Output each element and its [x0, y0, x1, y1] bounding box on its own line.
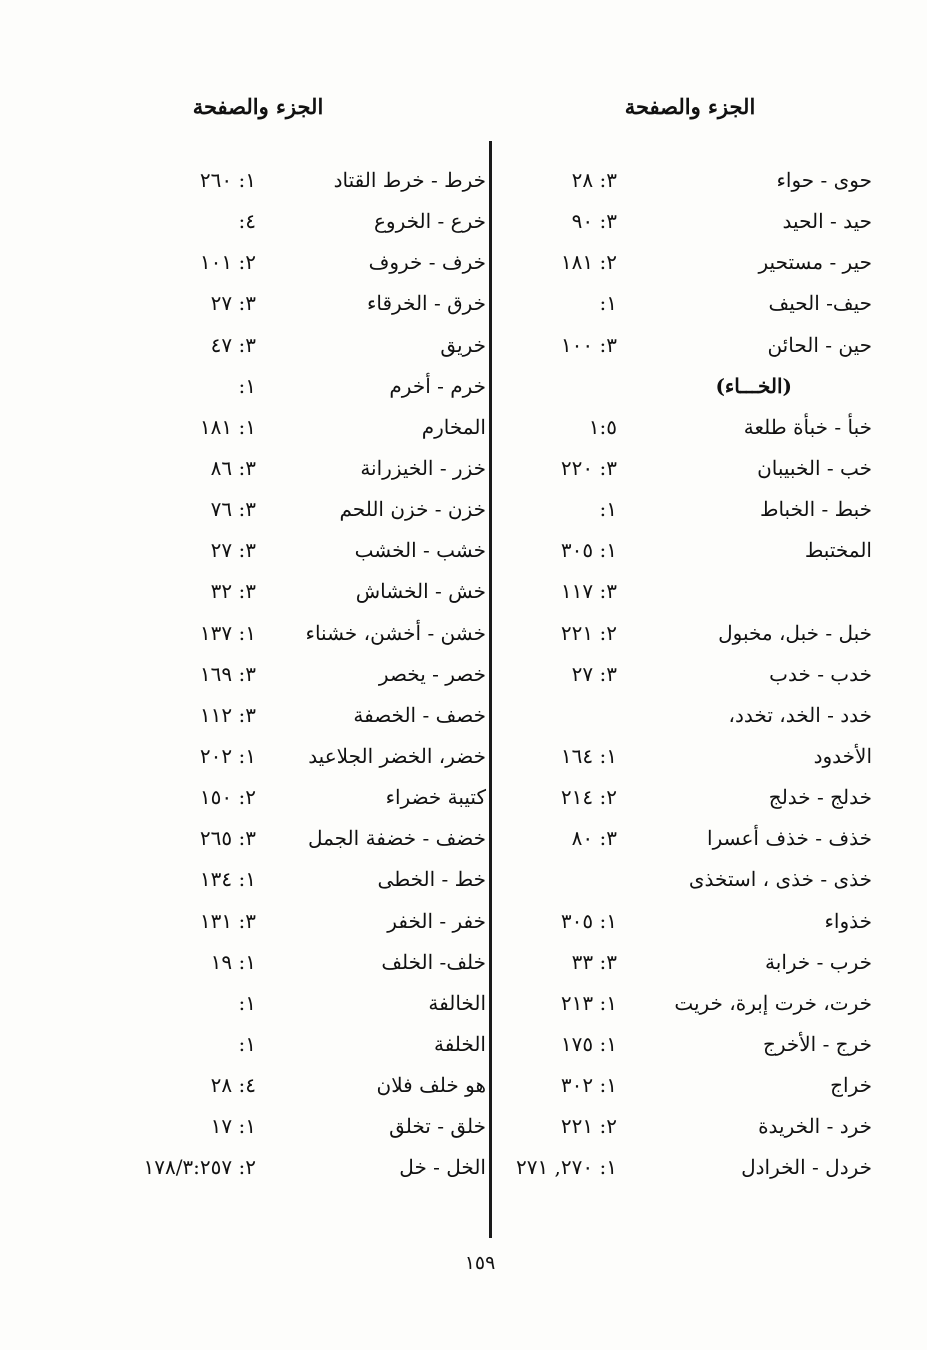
index-entry-row [500, 654, 872, 695]
volume-page-ref: ٢: ١٥٠ [199, 785, 256, 810]
index-term: خراج [830, 1073, 872, 1098]
index-term: كتيبة خضراء [385, 785, 486, 810]
index-entry-row [500, 407, 872, 448]
index-entry-row [96, 818, 486, 859]
section-heading-row [500, 366, 872, 407]
volume-page-ref: ٢: ٢٢١ [560, 620, 617, 645]
index-entry-row [500, 736, 872, 777]
index-entry-row [96, 695, 486, 736]
volume-page-ref: ١: ٢٦٠ [199, 168, 256, 192]
index-entry-row [500, 695, 872, 736]
index-term: خبط - الخباط [759, 497, 872, 522]
volume-page-ref: ١: [599, 497, 617, 522]
volume-page-ref: ٣: ٣٣ [571, 949, 617, 974]
index-entry-row [500, 530, 872, 571]
index-term: حين - الحائن [767, 332, 872, 357]
volume-page-ref: ١: ١٣٤ [199, 867, 256, 892]
volume-page-ref: ١: ١٦٤ [560, 743, 617, 768]
index-term: خدلج - خدلج [768, 785, 872, 810]
index-entry-row [96, 901, 486, 942]
index-term: حيف- الحيف [768, 291, 872, 316]
volume-page-ref: ١: ١٨١ [199, 414, 256, 439]
index-entry-row [96, 1065, 486, 1106]
volume-page-ref: ٣: ١٠٠ [560, 332, 617, 357]
volume-page-ref: ٣: ٢٧ [571, 661, 617, 686]
volume-page-ref: ٣: ٨٦ [210, 455, 256, 480]
volume-page-ref: ٢: ١٧٨/٣:٢٥٧ [143, 1155, 256, 1180]
index-entry-row [96, 859, 486, 900]
volume-page-ref: ٢: ١٨١ [560, 250, 617, 275]
index-entry-row [96, 777, 486, 818]
volume-page-ref: ١: [599, 291, 617, 316]
volume-page-ref: ١: ١٧٥ [560, 1031, 617, 1056]
index-term: خبل - خبل، مخبول [718, 620, 872, 645]
index-term: خشن - أخشن، خشناء [305, 620, 486, 645]
index-term: حيد - الحيد [782, 209, 872, 234]
volume-page-ref: ١: [238, 990, 256, 1015]
volume-page-ref: ١: ١٩ [210, 949, 256, 974]
index-entry-row [96, 942, 486, 983]
index-entry-row [500, 571, 872, 612]
volume-page-ref: ٣: ٢٧ [210, 291, 256, 316]
volume-page-ref: ١: [238, 373, 256, 398]
index-term: خفر - الخفر [387, 908, 486, 933]
volume-page-ref: ٣: ٩٠ [571, 209, 617, 234]
index-entry-row [96, 1106, 486, 1147]
volume-page-ref: ٣: ١١٧ [560, 579, 617, 604]
index-term: خصر - يخصر [378, 661, 486, 686]
volume-page-ref: ٢: ٢١٤ [560, 785, 617, 810]
volume-page-ref: ١: ٢٧٠, ٢٧١ [515, 1155, 617, 1180]
index-term: خصف - الخصفة [353, 702, 486, 727]
index-entry-row [500, 942, 872, 983]
index-term: خرع - الخروع [374, 209, 486, 234]
index-term: المختبط [804, 538, 872, 563]
index-term: خزن - خزن اللحم [339, 497, 486, 522]
index-term: الأخدود [813, 743, 872, 768]
index-term: خرد - الخريدة [758, 1114, 872, 1139]
index-term: خرف - خروف [368, 250, 486, 275]
index-term: الخالفة [428, 990, 486, 1015]
index-term: خدد - الخد، تخدد، [728, 702, 872, 727]
index-term: خب - الخبيبان [757, 455, 872, 480]
index-entry-row [500, 160, 872, 201]
left-column-header: الجزء والصفحة [192, 94, 324, 119]
index-term: خزر - الخيزرانة [360, 455, 486, 480]
volume-page-ref: ١: ٣٠٥ [560, 908, 617, 933]
index-term: حوى - حواء [776, 168, 872, 192]
index-term: حير - مستحير [758, 250, 872, 275]
volume-page-ref: ٣: ٢٧ [210, 538, 256, 563]
volume-page-ref: ١: ١٧ [210, 1114, 256, 1139]
index-term: خذواء [824, 908, 872, 933]
index-entry-row [96, 448, 486, 489]
index-term: خرط - خرط القتاد [333, 168, 486, 192]
volume-page-ref: ٣: ٨٠ [571, 826, 617, 851]
volume-page-ref: ٤: ٢٨ [210, 1073, 256, 1098]
index-entry-row [96, 571, 486, 612]
index-entry-row [96, 201, 486, 242]
index-entry-row [500, 1024, 872, 1065]
index-term: خدب - خدب [769, 661, 872, 686]
volume-page-ref: ٣: ٢٢٠ [560, 455, 617, 480]
left-index-column [96, 160, 486, 1189]
index-entry-row [500, 983, 872, 1024]
index-entry-row [96, 489, 486, 530]
index-entry-row [500, 325, 872, 366]
right-column-header: الجزء والصفحة [624, 94, 756, 119]
index-term: خرق - الخرقاء [366, 291, 486, 316]
index-entry-row [500, 901, 872, 942]
index-term: الخل - خل [399, 1155, 486, 1180]
index-term: (الخـــاء) [715, 373, 792, 398]
index-term: المخارم [421, 414, 486, 439]
index-term: خرج - الأخرج [762, 1031, 872, 1056]
index-entry-row [500, 1147, 872, 1188]
index-entry-row [96, 654, 486, 695]
index-term: خضف - خضفة الجمل [307, 826, 486, 851]
index-entry-row [500, 777, 872, 818]
index-term: خبأ - خبأة طلعة [743, 414, 872, 439]
index-term: خش - الخشاش [355, 579, 486, 604]
index-entry-row [500, 1065, 872, 1106]
index-term: خط - الخطى [377, 867, 486, 892]
volume-page-ref: ٣: ٧٦ [210, 497, 256, 522]
volume-page-ref: ١: ٣٠٢ [560, 1073, 617, 1098]
volume-page-ref: ١: ٣٠٥ [560, 538, 617, 563]
index-term: خرت، خرت إبرة، خريت [674, 990, 872, 1015]
index-entry-row [96, 366, 486, 407]
index-entry-row [96, 736, 486, 777]
index-entry-row [500, 818, 872, 859]
volume-page-ref: ١: ٢٠٢ [199, 743, 256, 768]
index-entry-row [500, 242, 872, 283]
volume-page-ref: ٢: ١٠١ [199, 250, 256, 275]
index-term: خرم - أخرم [389, 373, 486, 398]
index-entry-row [96, 613, 486, 654]
volume-page-ref: ٣: ٤٧ [210, 332, 256, 357]
index-term: الخلفة [433, 1031, 486, 1056]
volume-page-ref: ١:٥ [588, 414, 617, 439]
index-term: خضر، الخضر الجلاعيد [308, 743, 486, 768]
volume-page-ref: ٤: [238, 209, 256, 234]
index-entry-row [500, 448, 872, 489]
index-entry-row [96, 160, 486, 201]
volume-page-ref: ٣: ١٣١ [199, 908, 256, 933]
index-entry-row [500, 859, 872, 900]
index-term: خرب - خرابة [765, 949, 872, 974]
index-term: خلف- الخلف [381, 949, 486, 974]
volume-page-ref: ١: [238, 1031, 256, 1056]
index-entry-row [96, 530, 486, 571]
index-entry-row [96, 1147, 486, 1188]
page-number: ١٥٩ [464, 1252, 496, 1274]
right-index-column [500, 160, 872, 1189]
volume-page-ref: ١: ١٣٧ [199, 620, 256, 645]
index-term: خريق [440, 332, 486, 357]
index-term: هو خلف فلان [376, 1073, 486, 1098]
volume-page-ref: ٣: ٢٦٥ [199, 826, 256, 851]
index-entry-row [500, 1106, 872, 1147]
index-entry-row [96, 983, 486, 1024]
index-entry-row [500, 613, 872, 654]
index-entry-row [96, 1024, 486, 1065]
index-term: خشب - الخشب [354, 538, 486, 563]
volume-page-ref: ٣: ١٦٩ [199, 661, 256, 686]
index-entry-row [96, 242, 486, 283]
volume-page-ref: ٢: ٢٢١ [560, 1114, 617, 1139]
index-term: خلق - تخلق [389, 1114, 486, 1139]
index-entry-row [500, 489, 872, 530]
volume-page-ref: ٣: ٢٨ [571, 168, 617, 192]
index-entry-row [96, 407, 486, 448]
index-entry-row [96, 283, 486, 324]
index-term: خذف - خذف أعسرا [707, 826, 872, 851]
volume-page-ref: ١: ٢١٣ [560, 990, 617, 1015]
index-entry-row [96, 325, 486, 366]
index-term: خذى - خذى ، استخذى [688, 867, 872, 892]
column-divider [489, 141, 492, 1238]
volume-page-ref: ٣: ١١٢ [199, 702, 256, 727]
index-entry-row [500, 283, 872, 324]
index-term: خردل - الخرادل [741, 1155, 872, 1180]
index-entry-row [500, 201, 872, 242]
volume-page-ref: ٣: ٣٢ [210, 579, 256, 604]
